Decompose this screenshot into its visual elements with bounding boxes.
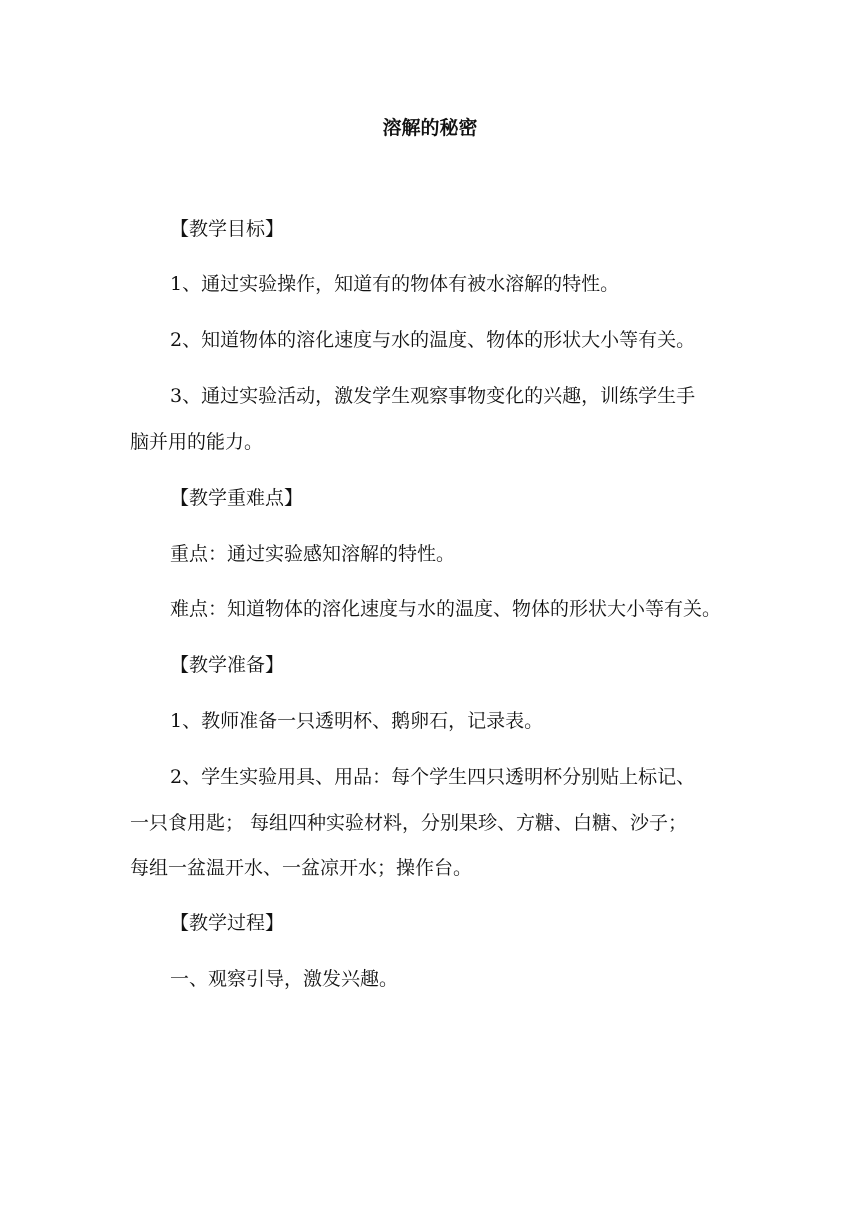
goal-item-3-line-2: 脑并用的能力。 [130,431,264,453]
heading-teaching-goals: 【教学目标】 [170,218,285,240]
heading-key-points: 【教学重难点】 [170,487,304,509]
goal-item-3-line-1: 3、通过实验活动，激发学生观察事物变化的兴趣，训练学生手 [170,385,696,407]
prep-item-2-line-1: 2、学生实验用具、用品：每个学生四只透明杯分别贴上标记、 [170,766,696,788]
heading-teaching-process: 【教学过程】 [170,912,285,934]
document-title: 溶解的秘密 [382,117,478,139]
heading-preparation: 【教学准备】 [170,654,285,676]
prep-item-1: 1、教师准备一只透明杯、鹅卵石，记录表。 [170,710,544,732]
prep-item-2-line-2: 一只食用匙； 每组四种实验材料，分别果珍、方糖、白糖、沙子； [130,812,688,834]
prep-item-2-line-3: 每组一盆温开水、一盆凉开水；操作台。 [130,857,473,879]
process-step-1: 一、观察引导，激发兴趣。 [170,968,399,990]
goal-item-1: 1、通过实验操作，知道有的物体有被水溶解的特性。 [170,273,620,295]
goal-item-2: 2、知道物体的溶化速度与水的温度、物体的形状大小等有关。 [170,329,696,351]
difficult-point: 难点：知道物体的溶化速度与水的温度、物体的形状大小等有关。 [170,598,722,620]
key-point: 重点：通过实验感知溶解的特性。 [170,543,456,565]
